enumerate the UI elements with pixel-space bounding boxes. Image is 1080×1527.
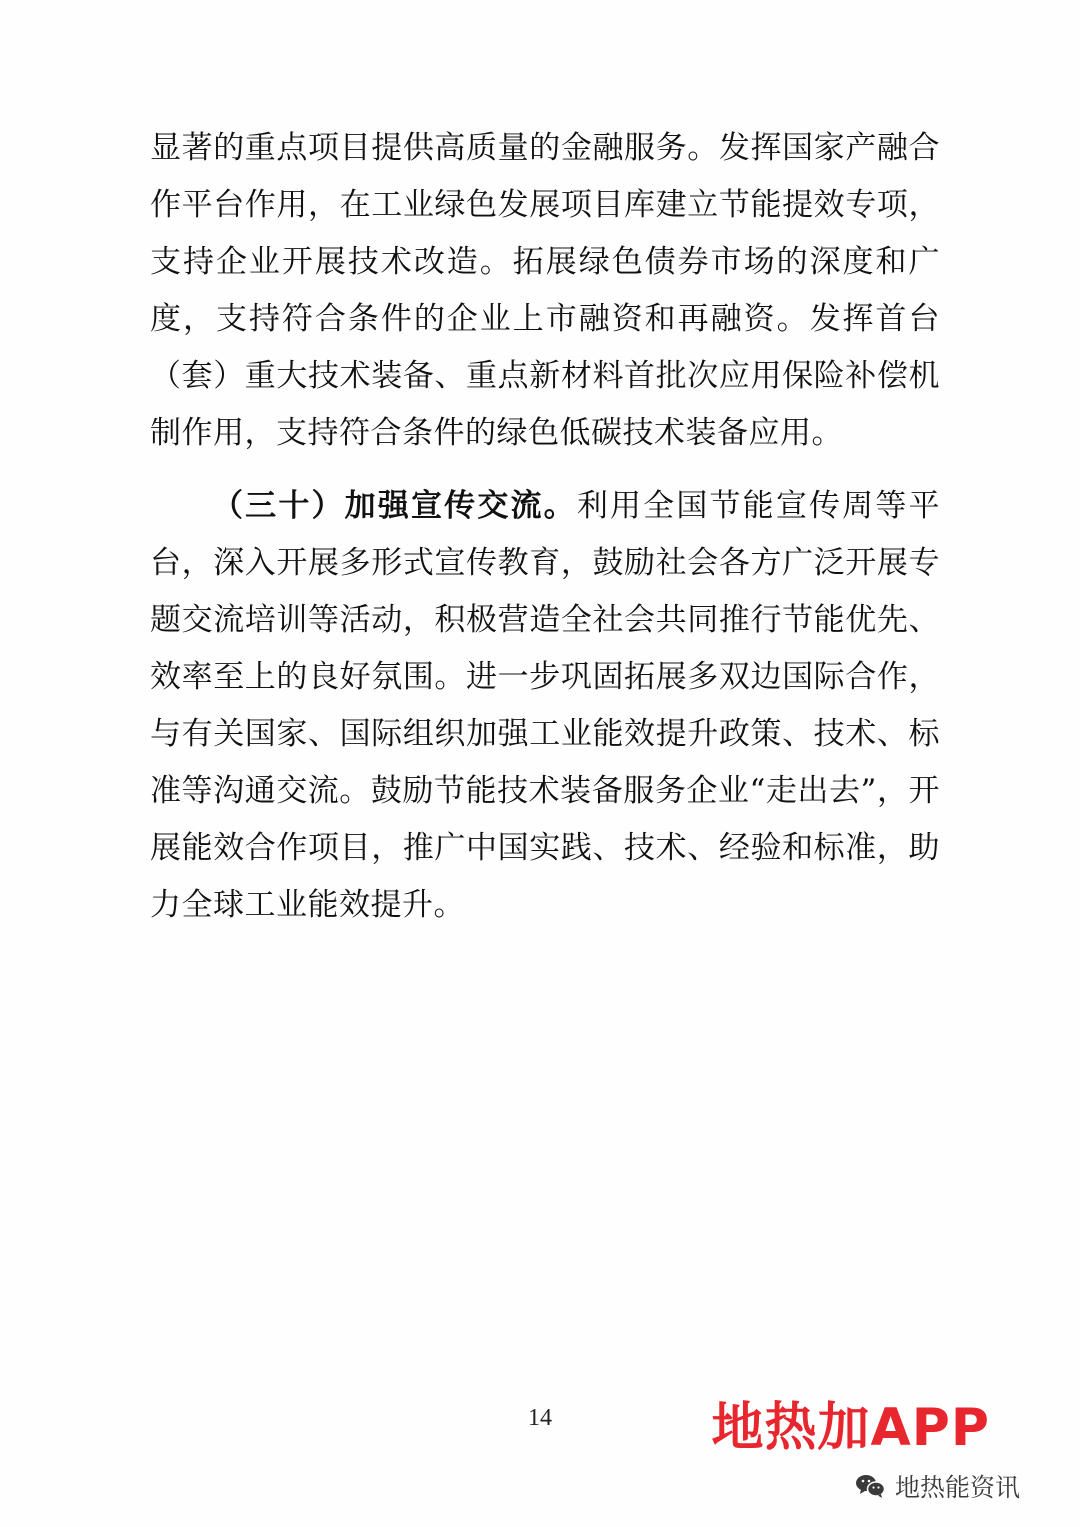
wechat-icon bbox=[855, 1473, 885, 1499]
paragraph-publicity bbox=[150, 478, 940, 934]
page-body bbox=[150, 120, 940, 940]
paragraph-publicity-heading: （三十）加强宣传交流。 bbox=[212, 488, 577, 524]
watermark-account bbox=[855, 1468, 1020, 1504]
watermark-brand: 地热加APP bbox=[711, 1398, 990, 1458]
paragraph-publicity-text: 利用全国节能宣传周等平台，深入开展多形式宣传教育，鼓励社会各方广泛开展专题交流培训等活动，积极营造全社会共同推行节能优先、效率至上的良好氛围。进一步巩固拓展多双边国际合作，与有关国家、国际组织加强工业能效提升政策、技术、标准等沟通交流。鼓励节能技术装备服务企业“走出去”，开展能效合作项目，推广中国实践、技术、经验和标准，助力全球工业能效提升。 bbox=[150, 488, 941, 923]
watermark-account-label: 地热能资讯 bbox=[894, 1473, 1020, 1502]
page-number: 14 bbox=[528, 1405, 552, 1431]
paragraph-finance-text: 显著的重点项目提供高质量的金融服务。发挥国家产融合作平台作用，在工业绿色发展项目库建立节能提效专项，支持企业开展技术改造。拓展绿色债券市场的深度和广度，支持符合条件的企业上市融资和再融资。发挥首台（套）重大技术装备、重点新材料首批次应用保险补偿机制作用，支持符合条件的绿色低碳技术装备应用。 bbox=[150, 130, 940, 451]
paragraph-finance bbox=[150, 120, 940, 462]
